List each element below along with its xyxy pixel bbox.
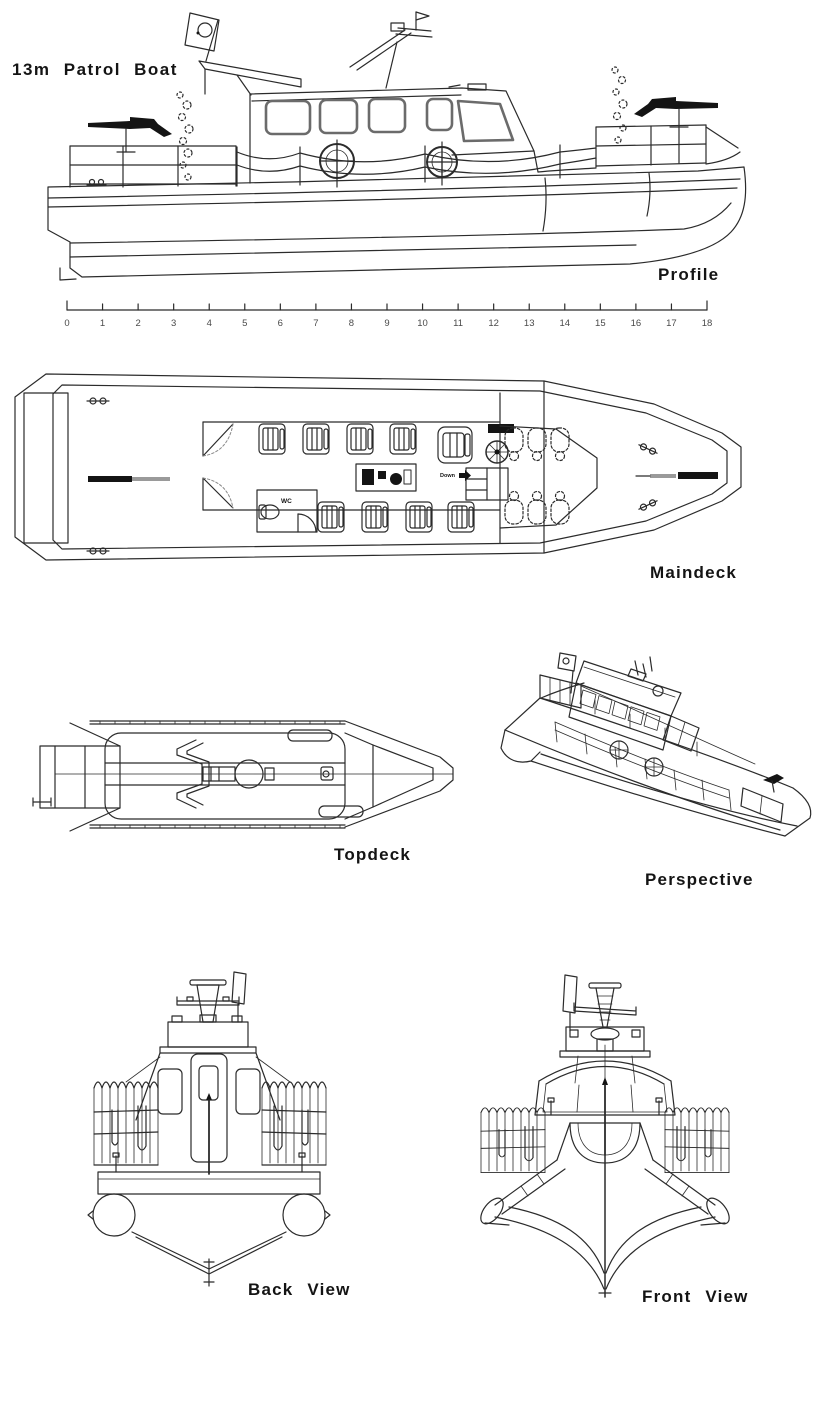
ruler-tick-label: 6 [277,318,283,329]
ruler-tick-label: 4 [206,318,212,329]
topdeck-drawing [25,688,465,858]
maindeck-deck-fittings [87,398,718,554]
nav-table [356,464,416,491]
topdeck-caption: Topdeck [334,845,412,864]
ruler-tick-label: 14 [559,318,571,329]
ruler-tick-label: 3 [171,318,177,329]
gun-barrel-icon [602,1077,608,1155]
maindeck-bow-berth [500,426,597,528]
drawing-title: 13m Patrol Boat [12,60,178,79]
ruler-tick-label: 10 [417,318,428,329]
flag-icon [563,975,577,1031]
back-view-mast [160,972,256,1053]
exhaust-smoke [177,92,193,180]
svg-text:Down: Down [440,473,455,479]
ruler-tick-label: 16 [630,318,642,329]
perspective-caption: Perspective [645,870,754,889]
profile-superstructure [185,12,538,183]
cleat-icon [638,442,659,456]
ruler-tick-label: 11 [453,318,464,329]
cleat-icon [87,398,109,404]
aft-gun-plan-icon [88,476,132,482]
ruler-tick-label: 18 [701,318,713,329]
maindeck-cabin [203,422,514,532]
cleat-icon [638,498,659,512]
bow-gun-plan-icon [678,472,718,479]
ruler-tick-label: 17 [666,318,677,329]
profile-drawing [0,0,830,300]
profile-windows [266,99,513,141]
helm-seat [438,427,472,463]
ruler-tick-label: 0 [64,318,70,329]
radar-mast-icon [350,12,432,88]
ruler-tick-label: 1 [99,318,106,329]
ruler-tick-label: 15 [595,318,606,329]
back-view-drawing [80,960,340,1295]
life-ring-icon [610,741,628,759]
exhaust-smoke [612,67,627,143]
ruler-tick-label: 9 [384,318,390,329]
ruler-tick-label: 2 [135,318,141,329]
maindeck-drawing [0,360,830,580]
ruler-tick-label: 5 [242,318,248,329]
back-view-caption: Back View [248,1280,351,1299]
svg-text:WC: WC [281,498,292,505]
ruler-tick-label: 7 [313,318,319,329]
perspective-boat [501,653,811,836]
profile-caption: Profile [658,265,720,284]
perspective-drawing [445,630,830,875]
stairs-down [440,468,508,500]
topdeck-fittings [177,730,363,817]
wc-room [257,490,317,532]
ruler-tick-label: 13 [523,318,535,329]
front-view-caption: Front View [642,1287,749,1306]
scale-ruler [57,298,717,332]
back-view-hull [88,1172,330,1286]
life-ring-icon [645,758,663,776]
topdeck-outline [33,721,453,831]
back-view-cabin [126,1053,290,1174]
ruler-tick-label: 12 [488,318,499,329]
aft-gun-icon [88,117,172,152]
front-view-drawing [475,955,805,1310]
ruler-tick-label: 8 [348,318,355,329]
front-view-windshield [535,1045,675,1155]
maindeck-caption: Maindeck [650,563,738,582]
